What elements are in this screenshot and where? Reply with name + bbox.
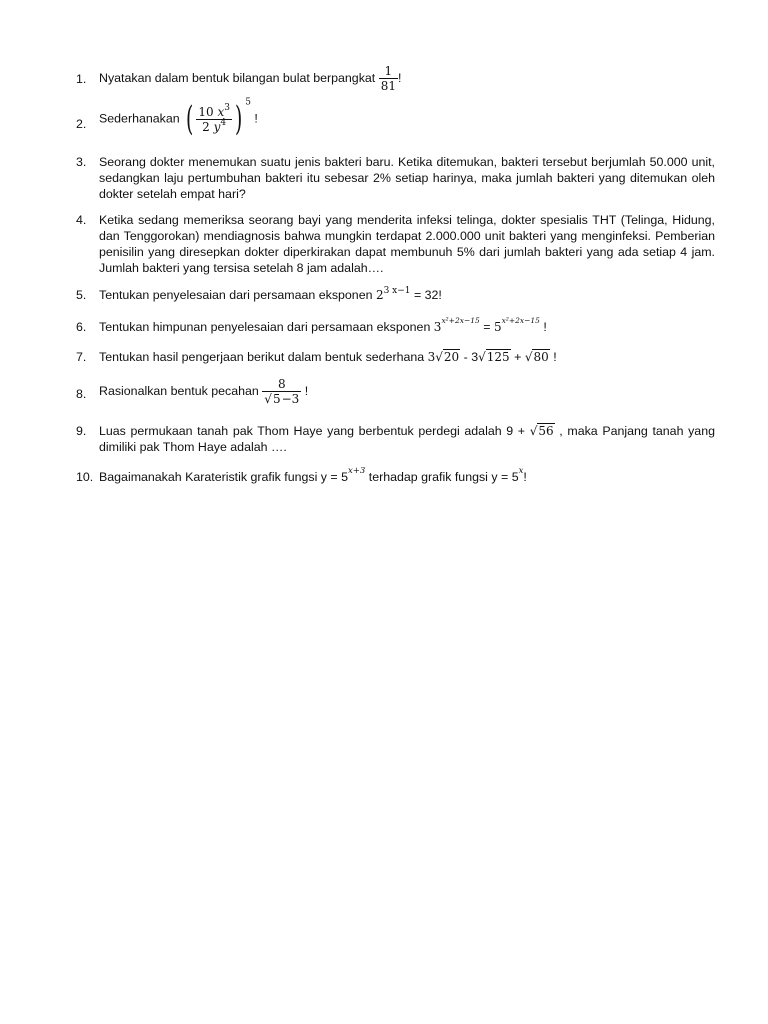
radical-3: √80 [524, 350, 549, 364]
fraction [262, 377, 301, 406]
question-text: Sederhanakan [99, 111, 180, 126]
exponent-right: x²+2x−15 [501, 316, 540, 325]
operator: + [514, 350, 522, 364]
base: 2 [375, 288, 384, 302]
exponent: x [518, 466, 524, 476]
exponent-left: x²+2x−15 [441, 316, 480, 325]
operator: - 3 [463, 350, 479, 364]
question-text-continued: terhadap grafik fungsi y = 5 [368, 470, 519, 484]
question-text: Bagaimanakah Karateristik grafik fungsi y = 5 [99, 470, 348, 484]
numerator-variable: x [217, 104, 225, 119]
fraction [379, 64, 398, 93]
question-end: ! [553, 350, 557, 364]
question-end: ! [304, 383, 309, 398]
question-number: 7. [76, 350, 87, 364]
question-end: = 32! [413, 288, 442, 302]
denominator-variable: y [213, 119, 221, 134]
radical: √56 [529, 424, 554, 438]
question-end: ! [543, 320, 547, 334]
question-text: Tentukan penyelesaian dari persamaan eksponen [99, 288, 373, 302]
question-10 [76, 466, 715, 485]
question-text: Tentukan himpunan penyelesaian dari persamaan eksponen [99, 320, 431, 334]
fraction [196, 102, 232, 134]
question-number: 1. [76, 72, 87, 86]
question-text: Ketika sedang memeriksa seorang bayi yang menderita infeksi telinga, dokter spesialis THT (Telinga, Hidung, dan Tenggorokan) mendiagnosis bahwa mungkin terdapat 2.000.000 unit bakteri yang menginfeksi. Pemberian penisilin yang diresepkan dokter diperkirakan dapat membunuh 5% dari jumlah bakteri yang ada setiap 4 jam. Jumlah bakteri yang tersisa setelah 8 jam adalah…. [99, 213, 715, 275]
exponent: x+3 [347, 466, 366, 476]
question-number: 2. [76, 117, 87, 131]
coefficient: 3 [427, 350, 436, 364]
question-number: 10. [76, 470, 94, 484]
denominator-coefficient: 2 [202, 119, 210, 134]
denominator-exponent: 4 [220, 117, 227, 128]
outer-exponent: 5 [245, 97, 251, 108]
question-2 [76, 97, 715, 139]
question-end: ! [397, 70, 402, 85]
numerator-exponent: 3 [224, 102, 230, 113]
question-text: Nyatakan dalam bentuk bilangan bulat berpangkat [99, 70, 376, 85]
numerator-coefficient: 10 [198, 104, 214, 119]
question-text: Luas permukaan tanah pak Thom Haye yang berbentuk perdegi adalah 9 + [99, 424, 526, 438]
base-left: 3 [433, 320, 442, 334]
question-6 [76, 316, 715, 335]
question-end: ! [523, 470, 527, 484]
equals-sign: = [483, 320, 491, 334]
radical-1: √20 [435, 350, 460, 364]
question-number: 9. [76, 424, 87, 438]
fraction-numerator: 1 [384, 64, 393, 78]
fraction-denominator: 81 [380, 79, 396, 93]
question-4 [76, 212, 715, 276]
question-text: Rasionalkan bentuk pecahan [99, 383, 259, 398]
fraction-numerator: 8 [277, 377, 286, 391]
exponent: 3 x−1 [383, 286, 411, 296]
left-paren: ( [186, 99, 194, 139]
question-3 [76, 154, 715, 202]
question-text: Tentukan hasil pengerjaan berikut dalam bentuk sederhana [99, 350, 425, 364]
question-number: 6. [76, 320, 87, 334]
question-text: Seorang dokter menemukan suatu jenis bakteri baru. Ketika ditemukan, bakteri tersebut berjumlah 50.000 unit, sedangkan laju pertumbuhan bakteri itu sebesar 2% setiap harinya, maka jumlah bakteri yang ditemukan oleh dokter setelah empat hari? [99, 155, 715, 201]
question-number: 5. [76, 288, 87, 302]
question-number: 4. [76, 213, 87, 227]
right-paren: ) [234, 99, 243, 139]
question-end: ! [254, 111, 258, 126]
question-7 [76, 349, 715, 365]
question-number: 8. [76, 387, 87, 401]
question-number: 3. [76, 155, 87, 169]
question-5 [76, 287, 715, 303]
radical-2: √125 [478, 350, 510, 364]
question-9 [76, 423, 715, 455]
question-1 [76, 64, 715, 93]
fraction-denominator: √5−3 [264, 392, 300, 406]
question-text-continued: , maka Panjang tanah yang dimiliki pak Thom Haye adalah …. [99, 424, 715, 454]
base-right: 5 [493, 320, 502, 334]
question-8 [76, 377, 715, 406]
